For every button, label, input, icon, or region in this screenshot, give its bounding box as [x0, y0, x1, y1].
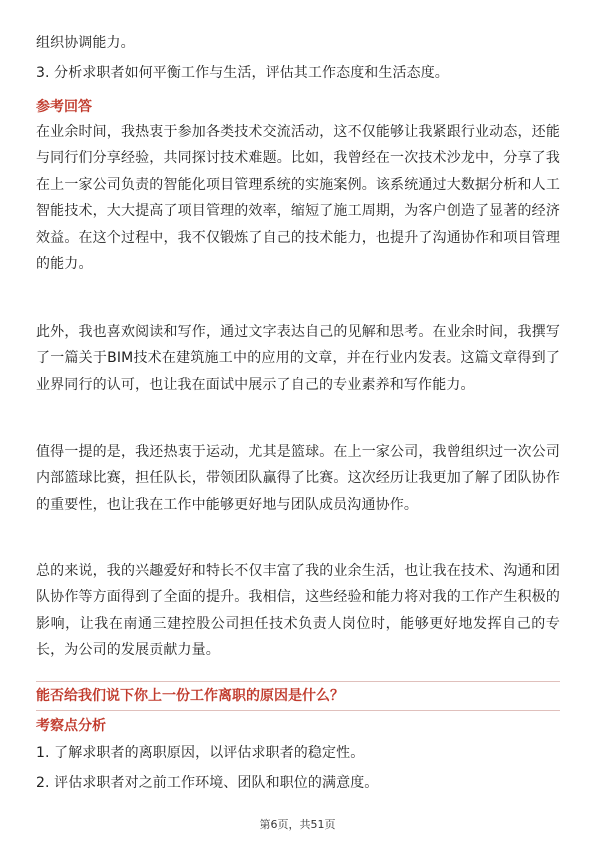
intro-line-2: 3. 分析求职者如何平衡工作与生活，评估其工作态度和生活态度。	[36, 65, 449, 81]
answer-paragraph-3: 值得一提的是，我还热衷于运动，尤其是篮球。在上一家公司，我曾组织过一次公司内部篮球比赛，担任队长，带领团队赢得了比赛。这次经历让我更加了解了团队协作的重要性，也让我在工作中能够更好地与团队成员沟通协作。	[36, 444, 560, 513]
answer-paragraph-2: 此外，我也喜欢阅读和写作，通过文字表达自己的见解和思考。在业余时间，我撰写了一篇关于BIM技术在建筑施工中的应用的文章，并在行业内发表。这篇文章得到了业界同行的认可，也让我在面试中展示了自己的专业素养和写作能力。	[36, 324, 560, 393]
intro-line-1: 组织协调能力。	[36, 35, 135, 51]
analysis-point-2: 2. 评估求职者对之前工作环境、团队和职位的满意度。	[36, 775, 379, 791]
page-number: 第6页，共51页	[259, 818, 336, 831]
analysis-point-1: 1. 了解求职者的离职原因，以评估求职者的稳定性。	[36, 745, 365, 761]
answer-title: 参考回答	[36, 99, 92, 115]
question-heading: 能否给我们说下你上一份工作离职的原因是什么？	[36, 688, 344, 704]
answer-paragraph-1: 在业余时间，我热衷于参加各类技术交流活动，这不仅能够让我紧跟行业动态，还能与同行们分享经验，共同探讨技术难题。比如，我曾经在一次技术沙龙中，分享了我在上一家公司负责的智能化项目管理系统的实施案例。该系统通过大数据分析和人工智能技术，大大提高了项目管理的效率，缩短了施工周期，为客户创造了显著的经济效益。在这个过程中，我不仅锻炼了自己的技术能力，也提升了沟通协作和项目管理的能力。	[36, 124, 560, 273]
answer-paragraph-4: 总的来说，我的兴趣爱好和特长不仅丰富了我的业余生活，也让我在技术、沟通和团队协作等方面得到了全面的提升。我相信，这些经验和能力将对我的工作产生积极的影响，让我在南通三建控股公司担任技术负责人岗位时，能够更好地发挥自己的专长，为公司的发展贡献力量。	[36, 563, 560, 659]
section-divider	[36, 681, 560, 682]
analysis-title: 考察点分析	[36, 718, 106, 734]
question-underline	[36, 710, 560, 711]
